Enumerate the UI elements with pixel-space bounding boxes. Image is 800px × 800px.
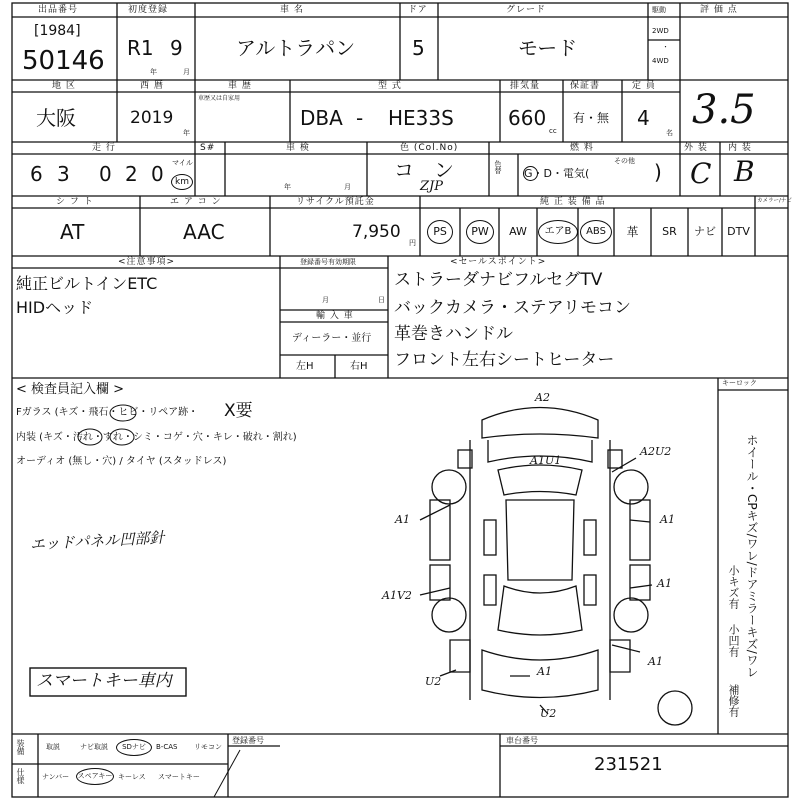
reg-day: 日 (378, 296, 385, 304)
note-audio-tire: オーディオ (無し・穴) / タイヤ (スタッドレス) (16, 456, 227, 467)
equip-pw: PW (466, 220, 494, 244)
model-prefix: DBA (300, 106, 343, 130)
footer-item-remote: リモコン (194, 743, 222, 751)
side-note-repair: 補修有 (727, 684, 740, 717)
header-fuel: 燃 料 (570, 143, 594, 153)
mark-left-rear: A1V2 (382, 589, 412, 602)
displacement-unit: cc (549, 127, 557, 135)
fuel-other: その他 (614, 157, 635, 165)
sales-point-4: フロント左右シートヒーター (394, 350, 615, 370)
header-model: 型 式 (378, 81, 402, 91)
header-door: ドア (408, 5, 428, 15)
side-note-dent: 小凹有 (727, 624, 740, 657)
drive-4wd: 4WD (652, 57, 669, 65)
header-inspector: < 検査員記入欄 > (16, 382, 125, 397)
inspection-month: 月 (344, 183, 351, 191)
equip-navi: ナビ (694, 225, 716, 238)
footer-label-equip: 装備 (16, 739, 25, 755)
equip-sr: SR (662, 225, 677, 238)
model-code: HE33S (388, 106, 454, 130)
footer-item-navi-manual: ナビ取説 (80, 743, 108, 751)
capacity-unit: 名 (666, 129, 673, 137)
aircon-value: AAC (183, 220, 225, 244)
footer-chassis-no: 231521 (594, 754, 663, 775)
header-color: 色 (Col.No) (400, 143, 459, 153)
mark-right-rear: A1 (657, 577, 672, 590)
mileage-unit-mile: マイル (172, 159, 193, 167)
mileage-digit-2: 3 (57, 162, 70, 186)
footer-item-bcas: B-CAS (156, 743, 178, 751)
header-caution: <注意事項> (118, 257, 176, 267)
header-displacement: 排気量 (510, 81, 541, 91)
first-reg-era: R1 (127, 36, 154, 60)
car-name: アルトラパン (236, 36, 356, 60)
mark-right-front: A2U2 (640, 445, 672, 458)
header-exterior: 外 装 (684, 143, 708, 153)
model-year: 2019 (130, 108, 174, 128)
header-car-name: 車 名 (280, 5, 304, 15)
header-sales-point: <セールスポイント> (450, 257, 547, 267)
recycle-value: 7,950 (352, 222, 401, 242)
listing-number: 50146 (22, 46, 105, 76)
first-reg-year-unit: 年 (150, 68, 157, 76)
rating-exterior: C (690, 157, 712, 190)
mark-right-door: A1 (660, 513, 675, 526)
header-interior: 内 装 (728, 143, 752, 153)
fuel-options: G・D・電気( (524, 167, 590, 180)
header-grade: グレード (506, 5, 547, 15)
note-glass: Fガラス (キズ・飛石・ヒビ・リペア跡・ (16, 407, 199, 418)
model-year-unit: 年 (183, 129, 190, 137)
equip-dtv: DTV (727, 225, 750, 238)
header-key-lock: キーロック (722, 379, 757, 387)
sales-point-2: バックカメラ・ステアリモコン (394, 298, 631, 318)
first-reg-month-unit: 月 (183, 68, 190, 76)
color-name: コン (394, 158, 474, 182)
caution-line-1: 純正ビルトインETC (16, 274, 158, 293)
footer-item-spare-key: スペアキー (76, 768, 114, 785)
fuel-close: ) (654, 160, 662, 184)
mark-left-quarter: U2 (425, 675, 442, 688)
first-reg-month: 9 (170, 36, 183, 60)
header-capacity: 定 員 (632, 81, 656, 91)
mileage-unit-km: km (171, 174, 193, 190)
mileage-digit-3: 0 (99, 162, 112, 186)
note-glass-mark: X要 (224, 401, 253, 421)
header-rating: 評 価 点 (700, 5, 738, 15)
header-navi-camera: カメラー/ナビ (757, 198, 792, 204)
steering-left: 左H (296, 361, 314, 372)
note-smart-key: スマートキー車内 (36, 671, 172, 691)
mark-right-quarter: A1 (648, 655, 663, 668)
color-code: ZJP (420, 179, 443, 194)
capacity-value: 4 (637, 106, 650, 130)
footer-label-spec: 仕様 (16, 768, 25, 784)
door-count: 5 (412, 36, 425, 60)
footer-reg-no: 登録番号 (232, 736, 264, 745)
rating-interior: B (734, 155, 755, 188)
footer-item-keyless: キーレス (118, 773, 146, 781)
side-note-wheel: ホイール・CPキズ/ワレ/ドアミラーキズ/ワレ (745, 434, 759, 678)
header-reg-expiry: 登録番号有効期限 (300, 258, 356, 266)
footer-item-manual: 取説 (46, 743, 60, 751)
header-smark: S# (200, 143, 216, 153)
equip-leather: 革 (626, 225, 639, 239)
listing-bracket: [1984] (34, 23, 81, 39)
header-first-reg: 初度登録 (128, 5, 169, 15)
inspection-year: 年 (284, 183, 291, 191)
history-note: 車歴又は自家用 (198, 95, 241, 102)
mileage-digit-5: 0 (151, 162, 164, 186)
header-recycle: リサイクル預託金 (296, 197, 375, 207)
color-change-label: 色替 (494, 160, 502, 174)
equip-aw: AW (509, 225, 527, 238)
footer-item-sd-navi: SDナビ (116, 739, 152, 756)
mark-hood: A1U1 (530, 454, 562, 467)
mileage-digit-4: 2 (125, 162, 138, 186)
rating-score: 3.5 (692, 87, 756, 133)
side-note-scratch: 小キズ有 (727, 565, 740, 609)
equip-ps: PS (427, 220, 453, 244)
sales-point-3: 革巻きハンドル (394, 324, 513, 344)
header-region: 地 区 (52, 81, 76, 91)
region: 大阪 (36, 106, 76, 130)
displacement-value: 660 (508, 106, 547, 130)
header-mileage: 走 行 (92, 143, 116, 153)
header-model-year: 西 暦 (140, 81, 164, 91)
steering-right: 右H (350, 361, 368, 372)
footer-chassis-label: 車台番号 (506, 736, 538, 745)
header-inspection: 車 検 (286, 143, 310, 153)
header-history: 車 歴 (228, 81, 252, 91)
footer-item-smart-key: スマートキー (158, 773, 200, 781)
model-dash: - (356, 106, 364, 130)
mark-rear-bumper: U2 (540, 707, 557, 720)
mark-front: A2 (535, 391, 550, 404)
shift-value: AT (60, 220, 85, 244)
mileage-digit-1: 6 (30, 162, 53, 186)
sales-point-1: ストラーダナビフルセグTV (394, 270, 603, 290)
warranty-value: 有・無 (573, 111, 610, 125)
note-handwritten: エッドパネル凹部針 (29, 528, 165, 554)
equip-airbag: エアB (538, 220, 578, 244)
header-equipment: 純 正 装 備 品 (540, 197, 606, 207)
header-aircon: エ ア コ ン (170, 197, 222, 207)
caution-line-2: HIDヘッド (16, 298, 94, 317)
header-drive: 駆動 (652, 6, 666, 14)
footer-item-number: ナンバー (42, 773, 70, 781)
equip-abs: ABS (580, 220, 612, 244)
header-warranty: 保証書 (570, 81, 601, 91)
reg-month: 月 (322, 296, 329, 304)
grade: モード (518, 36, 578, 60)
header-shift: シ フ ト (56, 197, 94, 207)
note-interior: 内装 (キズ・汚れ・すれ・シミ・コゲ・穴・キレ・破れ・割れ) (16, 432, 297, 443)
drive-2wd: 2WD (652, 27, 669, 35)
mark-trunk: A1 (537, 665, 552, 678)
drive-dot: ・ (662, 43, 669, 51)
header-listing-no: 出品番号 (38, 5, 79, 15)
header-import: 輸 入 車 (316, 311, 354, 321)
dealer-parallel: ディーラー・並行 (292, 333, 372, 344)
recycle-unit: 円 (409, 239, 416, 247)
mark-left-door: A1 (395, 513, 410, 526)
